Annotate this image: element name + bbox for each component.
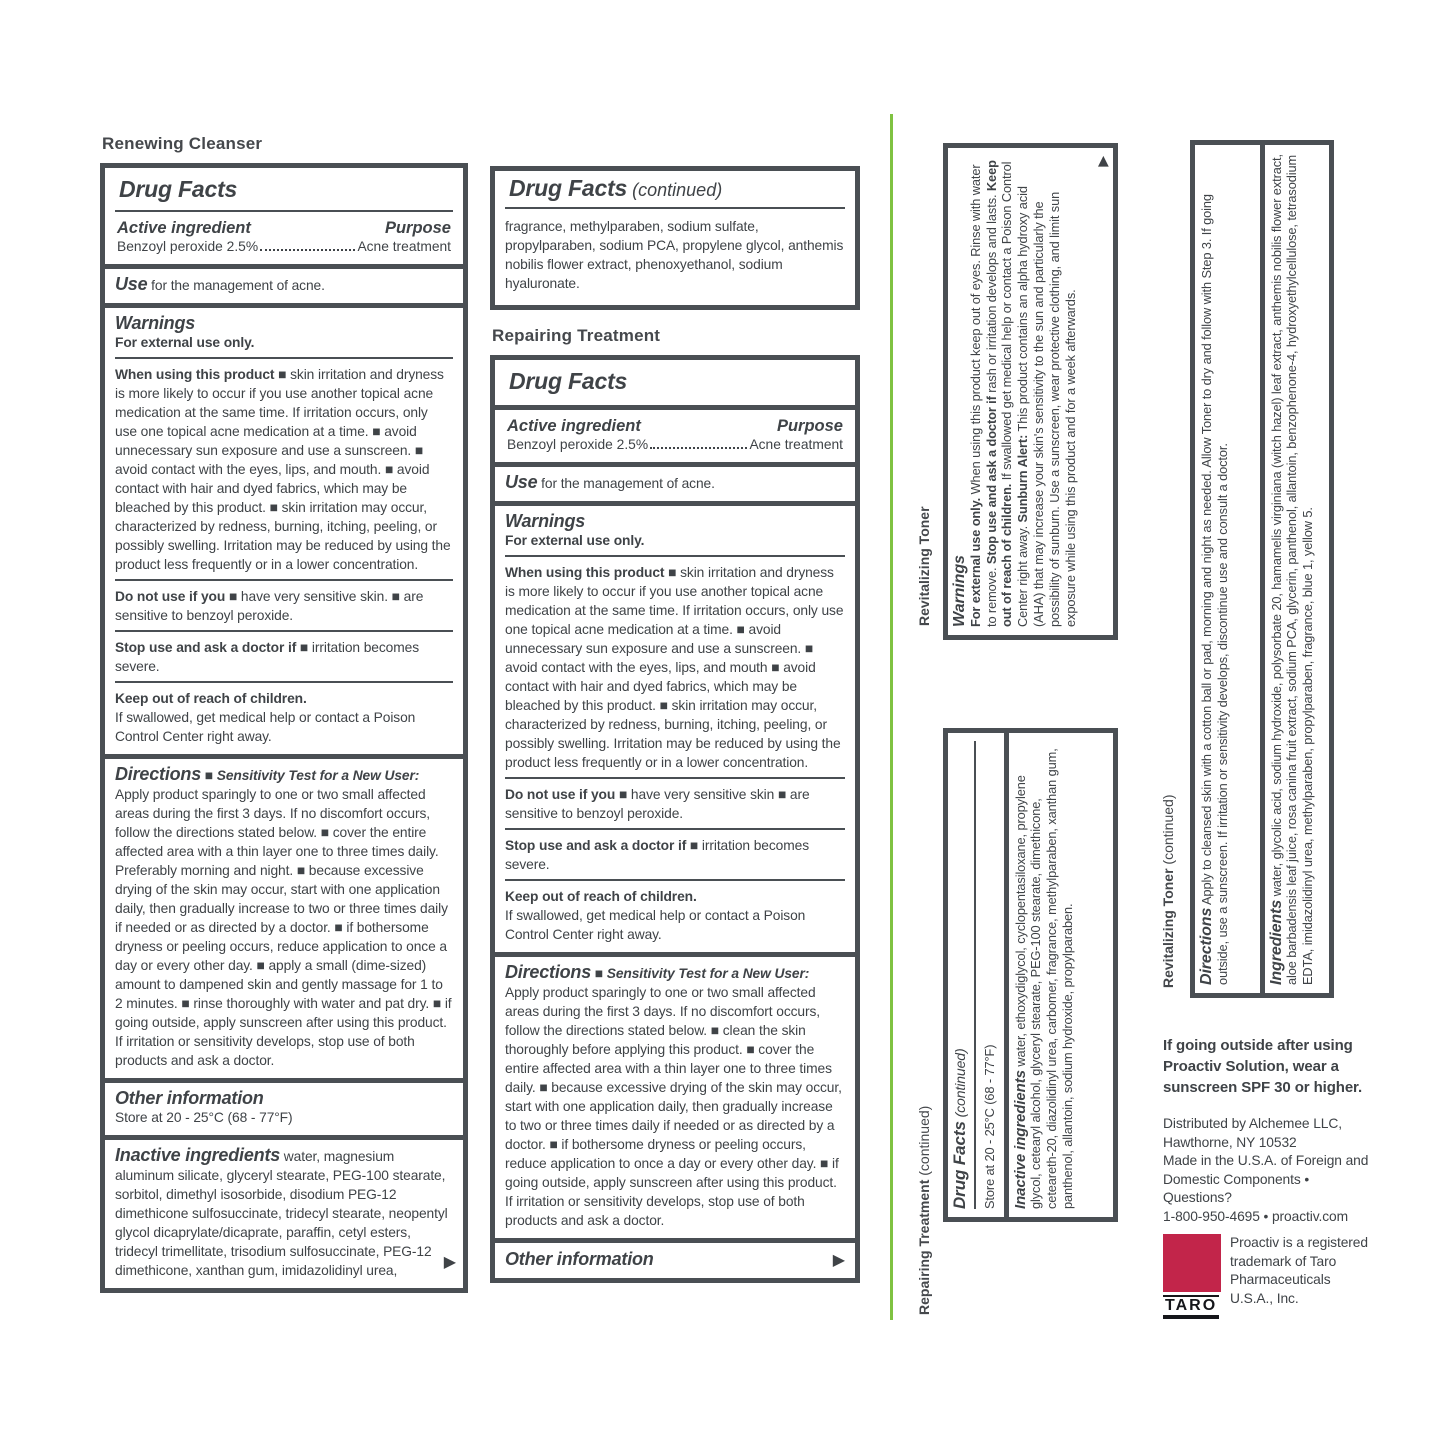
treatment-warnings-section	[495, 506, 855, 952]
active-ingredient-value: Benzoyl peroxide 2.5%	[117, 239, 259, 254]
other-information-label: Other information	[505, 1249, 654, 1269]
cleanser-directions-section	[105, 759, 463, 1078]
purpose-header: Purpose	[384, 219, 451, 237]
continued-suffix: (continued)	[952, 1048, 968, 1122]
cleanser-other-info-section	[105, 1083, 463, 1135]
drug-facts-box-cleanser	[100, 163, 468, 1293]
dotted-leader	[260, 249, 355, 251]
contact-text: 1-800-950-4695 • proactiv.com	[1163, 1208, 1348, 1224]
ingredients-label: Ingredients	[1267, 899, 1285, 985]
footer-block	[1163, 1035, 1381, 1319]
panel-divider-line	[890, 114, 893, 1320]
directions-text: Apply product sparingly to one or two small affected areas during the first 3 days. If no discomfort occurs, follow the directions stated below. ■ clean the skin thoroughly before applying this product. ■ cover the entire affected area with a thin layer one to three times daily. ■ because excessive drying of the skin may occur, start with one application daily, then gradually increase to two or three times daily if needed or as directed by a doctor. ■ if bothersome dryness or peeling occurs, reduce application to once a day or every other day. ■ if going outside, apply sunscreen after using this product. If irritation or sensitivity develops, stop use of both products and ask a doctor.	[505, 985, 842, 1228]
treatment-use-section	[495, 467, 855, 501]
divider-rule	[115, 210, 453, 212]
taro-wordmark: TARO	[1163, 1295, 1219, 1319]
continue-arrow-icon: ▶	[443, 1254, 456, 1271]
use-label: Use	[505, 472, 538, 492]
active-ingredient-value: Benzoyl peroxide 2.5%	[507, 437, 649, 452]
cleanser-inactive-section	[105, 1140, 463, 1288]
treatment-title-section	[495, 360, 855, 405]
divider-rule	[505, 828, 845, 830]
toner-ingredients-section	[1265, 145, 1330, 993]
dotted-leader	[650, 447, 747, 449]
drug-facts-title: Drug Facts	[509, 368, 628, 394]
purpose-value: Acne treatment	[749, 437, 843, 452]
continued-suffix: (continued)	[627, 180, 723, 200]
drug-facts-box-treatment	[490, 355, 860, 1283]
taro-logo	[1163, 1234, 1221, 1319]
warnings-label: Warnings	[505, 511, 586, 531]
when-using-paragraph: When using this product ■ skin irritation and dryness is more likely to occur if you use another topical acne medication at the same time. If irritation occurs, only use one topical acne medication at a time. ■ avoid unnecessary sun exposure and use a sunscreen. ■ avoid contact with the eyes, lips, and mouth. ■ avoid contact with hair and dyed fabrics, which may be bleached by this product. ■ skin irritation may occur, characterized by redness, burning, itching, peeling, or possibly swelling. Irritation may be reduced by using the product less frequently or in a lower concentration.	[115, 367, 451, 572]
use-label: Use	[115, 274, 148, 294]
when-using-paragraph: When using this product ■ skin irritation and dryness is more likely to occur if you use another topical acne medication at the same time. If irritation occurs, only use one topical acne medication at a time. ■ avoid unnecessary sun exposure and use a sunscreen. ■ avoid contact with the eyes, lips, and mouth ■ avoid contact with hair and dyed fabrics, which may be bleached by this product. ■ skin irritation may occur, characterized by redness, burning, itching, peeling, or possibly swelling. Irritation may be reduced by using the product less frequently or in a lower concentration.	[505, 565, 844, 770]
product-heading-repairing-treatment: Repairing Treatment	[492, 326, 661, 345]
warnings-label: Warnings	[951, 555, 968, 627]
use-text: for the management of acne.	[147, 278, 325, 293]
keep-out-paragraph: Keep out of reach of children. If swallowed, get medical help or contact a Poison Control Center right away.	[505, 889, 806, 942]
storage-text: Store at 20 - 25°C (68 - 77°F)	[981, 1044, 997, 1209]
made-in-text: Made in the U.S.A. of Foreign and Domestic Components • Questions?	[1163, 1153, 1369, 1205]
continue-arrow-icon: ▶	[832, 1251, 845, 1269]
external-use-note: For external use only.	[505, 533, 645, 548]
treatment-continued-title-section	[948, 733, 1004, 1217]
product-heading-renewing-cleanser: Renewing Cleanser	[102, 134, 263, 153]
divider-rule	[505, 207, 845, 209]
treatment-continued-box	[943, 728, 1118, 1222]
drug-facts-box-cleanser-continued	[490, 166, 860, 310]
toner-warnings-paragraph: For external use only. When using this product keep out of eyes. Rinse with water to remove. Stop use and ask a doctor if rash or irritation develops and lasts. Keep out of reach of children. If swallowed get medical help or contact a Poison Control Center right away. Sunburn Alert: This product contains an alpha hydroxy acid (AHA) that may increase your skin's sensitivity to the sun and particularly the possibility of sunburn. Use a sunscreen, wear protective clothing, and limit sun exposure while using this product and for a week afterwards.	[967, 160, 1078, 627]
divider-rule	[115, 630, 453, 632]
drug-facts-title: Drug Facts	[509, 175, 628, 201]
treatment-column	[490, 166, 860, 1283]
toner-warnings-section	[948, 148, 1113, 635]
cleanser-continued-section	[495, 171, 855, 305]
do-not-use-paragraph: Do not use if you ■ have very sensitive skin ■ are sensitive to benzoyl peroxide.	[505, 787, 810, 821]
cleanser-warnings-section	[105, 308, 463, 754]
divider-rule	[505, 879, 845, 881]
drug-facts-title: Drug Facts	[950, 1121, 969, 1209]
side-label-revitalizing-toner: Revitalizing Toner	[916, 506, 932, 626]
divider-rule	[115, 357, 453, 359]
other-information-label: Other information	[115, 1088, 264, 1108]
treatment-continued-inactive-section	[1009, 733, 1113, 1217]
continue-arrow-icon: ▶	[1094, 156, 1111, 167]
sensitivity-test-lead: ■ Sensitivity Test for a New User:	[591, 966, 810, 981]
divider-rule	[115, 681, 453, 683]
divider-rule	[974, 741, 976, 1209]
purpose-header: Purpose	[776, 417, 843, 435]
directions-text: Apply product sparingly to one or two small affected areas during the first 3 days. If no discomfort occurs, follow the directions stated below. ■ cover the entire affected area with a thin layer one to three times daily. Preferably morning and night. ■ because excessive drying of the skin may occur, start with one application daily, then gradually increase to two or three times daily if needed or as directed by a doctor. ■ if bothersome dryness or peeling occurs, reduce application to once a day or every other day. ■ apply a small (dime-sized) amount to dampened skin and gently massage for 1 to 2 minutes. ■ rinse thoroughly with water and pat dry. ■ if going outside, apply sunscreen after using this product. If irritation or sensitivity develops, stop use of both products and ask a doctor.	[115, 787, 452, 1068]
toner-warnings-box	[943, 143, 1118, 640]
directions-label: Directions	[505, 962, 592, 982]
drug-facts-title: Drug Facts	[119, 176, 238, 202]
keep-out-paragraph: Keep out of reach of children. If swallowed, get medical help or contact a Poison Control Center right away.	[115, 691, 416, 744]
cleanser-use-section	[105, 269, 463, 303]
taro-logo-row	[1163, 1234, 1381, 1319]
divider-rule	[505, 555, 845, 557]
treatment-directions-section	[495, 957, 855, 1238]
divider-rule	[505, 777, 845, 779]
active-ingredient-header: Active ingredient	[117, 219, 251, 237]
stop-use-paragraph: Stop use and ask a doctor if ■ irritation becomes severe.	[115, 640, 419, 674]
external-use-note: For external use only.	[115, 335, 255, 350]
ingredients-text: water, glycolic acid, sodium hydroxide, polysorbate 20, hamamelis virginiana (witch hazel) leaf extract, anthemis nobilis flower extract, aloe barbadensis leaf juice, rosa canina fruit extract, sodium PCA, glycerin, panthenol, allantoin, benzophenone-4, hydroxyethylcellulose, tetrasodium EDTA, imidazolidinyl urea, methylparaben, propylparaben, fragrance, blue 1, yellow 5.	[1268, 154, 1316, 985]
active-ingredient-header: Active ingredient	[507, 417, 641, 435]
inactive-continued-text: fragrance, methylparaben, sodium sulfate, propylparaben, sodium PCA, propylene glycol, anthemis nobilis flower extract, phenoxyethanol, sodium hyaluronate.	[505, 219, 844, 291]
sensitivity-test-lead: ■ Sensitivity Test for a New User:	[201, 768, 420, 783]
purpose-value: Acne treatment	[357, 239, 451, 254]
inactive-ingredients-text: water, magnesium aluminum silicate, glyceryl stearate, PEG-100 stearate, sorbitol, dimethyl isosorbide, disodium PEG-12 dimethicone sulfosuccinate, tridecyl stearate, neopentyl glycol dicaprylate/dicaprate, paraffin, cetyl esters, tridecyl trimellitate, trisodium sulfosuccinate, PEG-12 dimethicone, xanthan gum, imidazolidinyl urea,	[115, 1149, 448, 1278]
directions-label: Directions	[115, 764, 202, 784]
taro-logo-square	[1163, 1234, 1221, 1292]
treatment-other-info-section	[495, 1243, 855, 1278]
cleanser-column	[100, 134, 468, 1293]
sunscreen-advisory: If going outside after using Proactiv Solution, wear a sunscreen SPF 30 or higher.	[1163, 1037, 1363, 1096]
do-not-use-paragraph: Do not use if you ■ have very sensitive skin. ■ are sensitive to benzoyl peroxide.	[115, 589, 424, 623]
cleanser-title-section	[105, 168, 463, 264]
inactive-ingredients-label: Inactive ingredients	[115, 1145, 281, 1165]
side-label-repairing-treatment-continued: Repairing Treatment (continued)	[916, 1105, 932, 1315]
warnings-label: Warnings	[115, 313, 196, 333]
trademark-text: Proactiv is a registered trademark of Taro Pharmaceuticals U.S.A., Inc.	[1230, 1235, 1368, 1306]
storage-text: Store at 20 - 25°C (68 - 77°F)	[115, 1110, 293, 1125]
use-text: for the management of acne.	[537, 476, 715, 491]
side-label-revitalizing-toner-continued: Revitalizing Toner (continued)	[1160, 794, 1176, 988]
divider-rule	[115, 579, 453, 581]
toner-directions-section	[1195, 145, 1260, 993]
directions-text: Apply to cleansed skin with a cotton ball or pad, morning and night as needed. Allow Toner to dry and follow with Step 3. If going outside, use a sunscreen. If irritation or sensitivity develops, discontinue use and consult a doctor.	[1199, 194, 1230, 985]
inactive-ingredients-text: water, ethoxydiglycol, cyclopentasiloxane, propylene glycol, cetearyl alcohol, glyceryl stearate, PEG-100 stearate, dimethicone, ceteareth-20, diazolidinyl urea, carbomer, fragrance, methylparaben, xanthan gum, panthenol, allantoin, sodium hydroxide, propylparaben.	[1012, 748, 1075, 1209]
directions-label: Directions	[1198, 907, 1215, 985]
inactive-ingredients-label: Inactive ingredients	[1011, 1070, 1029, 1209]
distributor-text: Distributed by Alchemee LLC, Hawthorne, NY 10532	[1163, 1116, 1342, 1150]
toner-continued-box	[1190, 140, 1334, 998]
treatment-active-section	[495, 410, 855, 462]
stop-use-paragraph: Stop use and ask a doctor if ■ irritation becomes severe.	[505, 838, 809, 872]
